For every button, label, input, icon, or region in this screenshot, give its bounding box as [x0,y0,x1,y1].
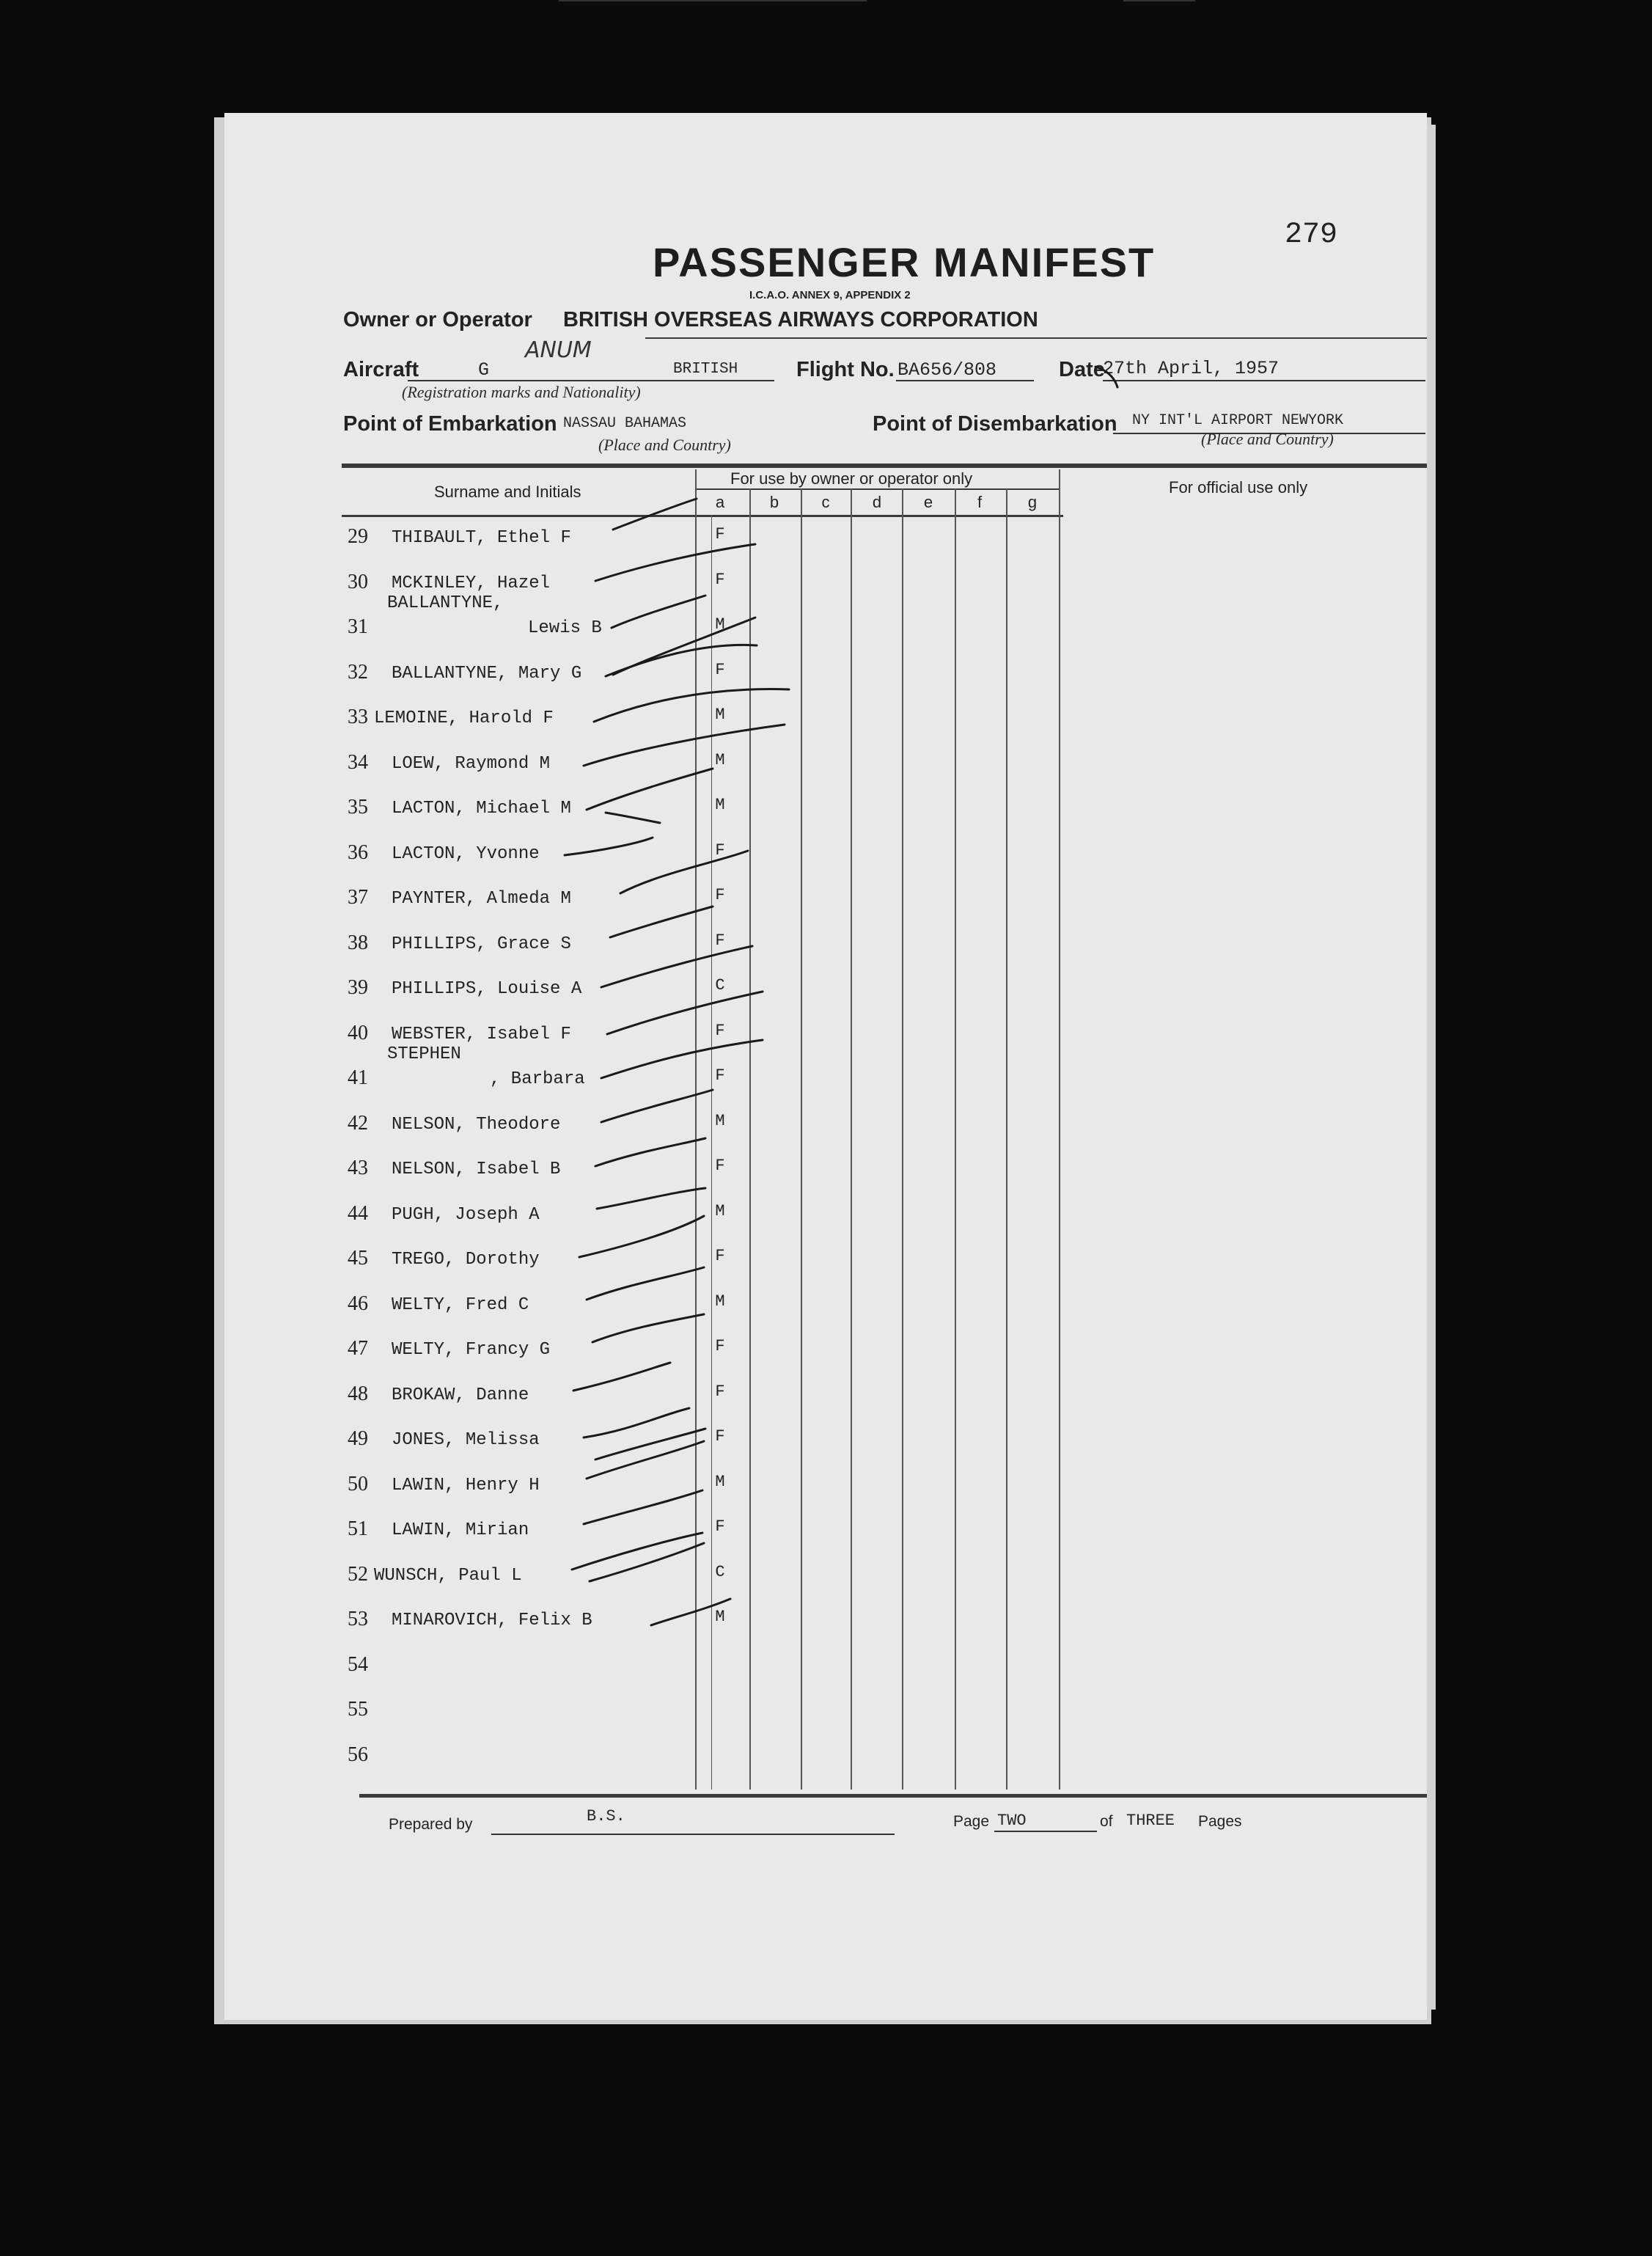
header-col-a: a [715,493,725,511]
row-number: 51 [348,1517,368,1540]
table-bottom-rule [359,1794,1427,1798]
passenger-sex: M [715,796,725,814]
passenger-name: PUGH, Joseph A [392,1205,540,1225]
passenger-name-cont: Lewis B [528,618,602,638]
passenger-sex: F [715,931,725,950]
prepared-underline [491,1834,895,1835]
passenger-name: LAWIN, Henry H [392,1476,540,1495]
page-subtitle: I.C.A.O. ANNEX 9, APPENDIX 2 [749,289,911,301]
passenger-name: JONES, Melissa [392,1430,540,1450]
passenger-name: WELTY, Francy G [392,1340,551,1360]
page-title: PASSENGER MANIFEST [653,239,1156,285]
aircraft-underline [408,380,774,381]
row-number: 32 [348,661,368,684]
row-number: 36 [348,841,368,864]
aircraft-registration: ANUM [525,337,592,363]
embarkation-value: NASSAU BAHAMAS [563,415,687,432]
row-number: 54 [348,1653,368,1676]
passenger-sex: M [715,1473,725,1491]
passenger-name: WELTY, Fred C [392,1295,529,1315]
passenger-sex: F [715,1022,725,1040]
embarkation-label: Point of Embarkation [343,412,557,436]
row-number: 38 [348,931,368,954]
passenger-name: LOEW, Raymond M [392,754,551,774]
divider [645,337,1427,339]
passenger-sex: M [715,706,725,724]
passenger-name: WEBSTER, Isabel F [392,1025,571,1044]
passenger-sex: M [715,1292,725,1311]
pages-label: Pages [1198,1813,1242,1830]
aircraft-prefix: G [478,359,490,381]
passenger-name: LEMOINE, Harold F [374,708,554,728]
header-col-b: b [769,493,779,511]
page-number: 279 [1285,219,1338,252]
passenger-sex: C [715,1563,725,1581]
row-number: 39 [348,976,368,999]
row-number: 52 [348,1563,368,1586]
passenger-name: LAWIN, Mirian [392,1520,529,1540]
passenger-sex: F [715,571,725,589]
passenger-name: NELSON, Theodore [392,1115,561,1135]
passenger-sex: F [715,1427,725,1446]
passenger-name: TREGO, Dorothy [392,1250,540,1270]
col-divider-c [801,488,802,1790]
col-divider-d [851,488,852,1790]
col-divider-a [695,469,697,1790]
header-col-e: e [923,493,933,511]
passenger-sex: M [715,1202,725,1220]
passenger-sex: F [715,1157,725,1175]
passenger-sex: M [715,1608,725,1626]
passenger-name: MCKINLEY, Hazel [392,574,551,593]
row-number: 40 [348,1022,368,1044]
passenger-name: NELSON, Isabel B [392,1160,561,1179]
page-underline [994,1831,1097,1832]
row-number: 47 [348,1337,368,1360]
passenger-name: BALLANTYNE, [387,593,504,613]
passenger-sex: M [715,751,725,769]
row-number: 45 [348,1247,368,1270]
header-col-d: d [872,493,882,511]
date-value: 27th April, 1957 [1103,358,1280,379]
passenger-sex: F [715,841,725,860]
passenger-sex: F [715,525,725,543]
row-number: 31 [348,615,368,638]
of-value: THREE [1126,1812,1175,1830]
row-number: 35 [348,796,368,818]
prepared-label: Prepared by [389,1816,473,1833]
passenger-name: PAYNTER, Almeda M [392,889,571,909]
of-underline [1123,0,1195,1]
passenger-name: LACTON, Yvonne [392,844,540,864]
col-divider-g [1006,488,1007,1790]
passenger-sex: M [715,1112,725,1130]
sheet-edge [1427,125,1436,2010]
row-number: 33 [348,706,368,728]
passenger-name: BALLANTYNE, Mary G [392,664,582,684]
passenger-name: PHILLIPS, Louise A [392,979,582,999]
col-divider-official [1059,469,1060,1790]
passenger-name-cont: , Barbara [490,1069,585,1089]
row-number: 46 [348,1292,368,1315]
row-number: 53 [348,1608,368,1630]
table-top-rule [342,464,1427,468]
date-underline [1103,380,1425,381]
passenger-sex: F [715,1066,725,1085]
row-number: 37 [348,886,368,909]
row-number: 48 [348,1382,368,1405]
passenger-name: MINAROVICH, Felix B [392,1611,592,1630]
passenger-sex: C [715,976,725,995]
passenger-name: PHILLIPS, Grace S [392,934,571,954]
row-number: 43 [348,1157,368,1179]
row-number: 42 [348,1112,368,1135]
date-label: Date [1059,358,1105,381]
flight-value: BA656/808 [897,359,997,381]
passenger-sex: F [715,1382,725,1401]
col-inner-a [711,515,712,1790]
passenger-sex: F [715,886,725,904]
passenger-name: THIBAULT, Ethel F [392,528,571,548]
row-number: 50 [348,1473,368,1495]
flight-label: Flight No. [796,358,895,381]
embarkation-note: (Place and Country) [598,436,731,454]
row-number: 56 [348,1743,368,1766]
disembarkation-note: (Place and Country) [1201,430,1334,448]
passenger-sex: F [715,1337,725,1355]
row-number: 29 [348,525,368,548]
header-col-c: c [821,493,830,511]
header-official: For official use only [1169,478,1308,497]
row-number: 41 [348,1066,368,1089]
page-label: Page [953,1813,990,1830]
owner-label: Owner or Operator [343,308,532,332]
passenger-sex: F [715,1517,725,1536]
row-number: 34 [348,751,368,774]
row-number: 49 [348,1427,368,1450]
header-col-g: g [1027,493,1038,511]
row-number: 44 [348,1202,368,1225]
col-divider-f [955,488,956,1790]
passenger-name: BROKAW, Danne [392,1385,529,1405]
disembarkation-label: Point of Disembarkation [873,412,1117,436]
owner-value: BRITISH OVERSEAS AIRWAYS CORPORATION [563,308,1038,332]
of-label: of [1100,1813,1113,1830]
header-surname: Surname and Initials [434,483,581,501]
passenger-sex: M [715,615,725,634]
col-divider-b [749,488,751,1790]
row-number: 30 [348,571,368,593]
header-operator: For use by owner or operator only [730,469,973,488]
passenger-sex: F [715,1247,725,1265]
aircraft-nationality: BRITISH [673,361,738,378]
embarkation-underline [559,0,867,1]
passenger-sex: F [715,661,725,679]
page-value: TWO [997,1812,1027,1830]
row-number: 55 [348,1698,368,1721]
aircraft-label: Aircraft [343,358,419,381]
disembarkation-value: NY INT'L AIRPORT NEWYORK [1132,412,1344,429]
aircraft-note: (Registration marks and Nationality) [402,383,641,401]
passenger-name: LACTON, Michael M [392,799,571,818]
header-col-f: f [977,493,983,511]
passenger-name: WUNSCH, Paul L [374,1566,522,1586]
prepared-value: B.S. [587,1807,625,1825]
passenger-name: STEPHEN [387,1044,461,1064]
col-divider-e [902,488,903,1790]
